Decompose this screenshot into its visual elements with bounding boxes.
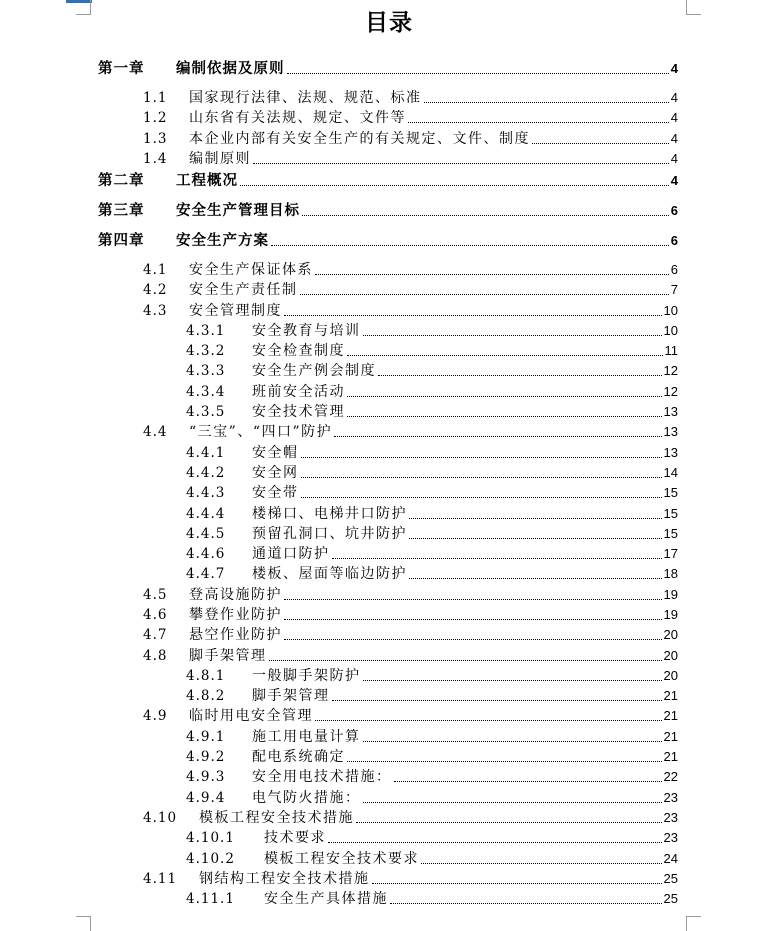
- toc-entry-page: 12: [663, 384, 678, 399]
- toc-entry-number: 4.7: [143, 627, 168, 643]
- toc-entry-page: 22: [663, 769, 678, 784]
- toc-dot-leader: [347, 416, 662, 417]
- toc-entry-number: 4.9: [143, 708, 168, 724]
- toc-dot-leader: [301, 457, 662, 458]
- toc-entry[interactable]: [186, 360, 678, 380]
- toc-dot-leader: [532, 143, 669, 144]
- toc-dot-leader: [347, 396, 662, 397]
- toc-title: 目录: [365, 10, 413, 36]
- toc-entry-title: 技术要求: [264, 830, 326, 846]
- toc-entry-title: 安全检查制度: [252, 343, 345, 359]
- toc-entry-title: 安全带: [252, 485, 299, 501]
- toc-entry[interactable]: [186, 462, 678, 482]
- toc-entry-page: 13: [663, 424, 678, 439]
- toc-entry[interactable]: [143, 128, 678, 148]
- toc-dot-leader: [347, 355, 663, 356]
- toc-dot-leader: [301, 497, 662, 498]
- toc-entry-title: 国家现行法律、法规、规范、标准: [189, 90, 422, 106]
- toc-entry-page: 18: [663, 566, 678, 581]
- toc-entry-number: 4.9.3: [186, 769, 226, 785]
- toc-entry-page: 19: [663, 607, 678, 622]
- toc-dot-leader: [240, 185, 669, 186]
- toc-entry[interactable]: [143, 279, 678, 299]
- toc-entry-number: 第四章: [98, 232, 145, 249]
- toc-entry[interactable]: [186, 685, 678, 705]
- toc-dot-leader: [334, 436, 661, 437]
- toc-entry[interactable]: [186, 848, 678, 868]
- toc-entry-page: 25: [663, 871, 678, 886]
- toc-entry-number: 4.10.2: [186, 851, 235, 867]
- toc-entry-title: 通道口防护: [252, 546, 330, 562]
- toc-dot-leader: [363, 802, 662, 803]
- toc-entry-page: 13: [663, 404, 678, 419]
- toc-entry[interactable]: [143, 259, 678, 279]
- toc-entry-number: 4.3.3: [186, 363, 226, 379]
- toc-dot-leader: [363, 680, 662, 681]
- toc-entry[interactable]: [98, 170, 678, 190]
- toc-dot-leader: [408, 122, 669, 123]
- toc-entry[interactable]: [186, 726, 678, 746]
- toc-entry-title: 安全网: [252, 465, 299, 481]
- toc-entry-title: 编制依据及原则: [176, 60, 285, 77]
- toc-dot-leader: [302, 215, 669, 216]
- toc-entry-title: 安全生产例会制度: [252, 363, 376, 379]
- toc-entry[interactable]: [186, 766, 678, 786]
- toc-entry-page: 4: [670, 173, 678, 188]
- toc-entry-page: 7: [670, 282, 678, 297]
- toc-dot-leader: [287, 73, 669, 74]
- toc-entry-title: 编制原则: [189, 151, 251, 167]
- toc-entry-title: 安全生产责任制: [189, 282, 298, 298]
- toc-entry-page: 6: [670, 233, 678, 248]
- toc-entry-page: 20: [663, 668, 678, 683]
- toc-entry-page: 17: [663, 546, 678, 561]
- toc-entry[interactable]: [143, 300, 678, 320]
- toc-entry-title: 脚手架管理: [252, 688, 330, 704]
- toc-entry-title: 安全用电技术措施：: [252, 769, 392, 785]
- toc-entry-page: 6: [670, 203, 678, 218]
- toc-entry[interactable]: [186, 787, 678, 807]
- toc-dot-leader: [390, 903, 662, 904]
- toc-entry[interactable]: [143, 584, 678, 604]
- toc-entry[interactable]: [186, 340, 678, 360]
- toc-dot-leader: [315, 720, 662, 721]
- toc-entry-page: 23: [663, 830, 678, 845]
- toc-entry-page: 4: [670, 110, 678, 125]
- toc-entry-title: 电气防火措施：: [252, 790, 361, 806]
- toc-dot-leader: [269, 660, 662, 661]
- toc-entry-title: 楼梯口、电梯井口防护: [252, 506, 407, 522]
- toc-entry-title: 模板工程安全技术要求: [264, 851, 419, 867]
- toc-entry[interactable]: [186, 482, 678, 502]
- toc-entry-title: 班前安全活动: [252, 384, 345, 400]
- toc-entry-number: 4.6: [143, 607, 168, 623]
- toc-entry-page: 25: [663, 891, 678, 906]
- toc-entry-page: 10: [663, 303, 678, 318]
- toc-entry-title: 施工用电量计算: [252, 729, 361, 745]
- toc-dot-leader: [372, 883, 662, 884]
- toc-entry-page: 4: [670, 61, 678, 76]
- toc-entry-page: 4: [670, 151, 678, 166]
- toc-entry-number: 4.11: [143, 871, 178, 887]
- toc-dot-leader: [315, 274, 669, 275]
- toc-entry-number: 4.8: [143, 648, 168, 664]
- toc-entry[interactable]: [143, 421, 678, 441]
- toc-dot-leader: [356, 822, 662, 823]
- toc-entry-number: 4.4.4: [186, 506, 226, 522]
- toc-entry[interactable]: [143, 87, 678, 107]
- toc-entry-title: 安全生产具体措施: [264, 891, 388, 907]
- toc-entry[interactable]: [143, 624, 678, 644]
- toc-entry[interactable]: [186, 442, 678, 462]
- toc-entry-number: 4.5: [143, 587, 168, 603]
- toc-entry-number: 4.3: [143, 303, 168, 319]
- toc-entry-page: 11: [664, 343, 678, 358]
- toc-entry-number: 4.8.2: [186, 688, 226, 704]
- toc-dot-leader: [409, 538, 662, 539]
- toc-entry[interactable]: [186, 543, 678, 563]
- toc-entry-page: 15: [663, 506, 678, 521]
- toc-entry-page: 15: [663, 485, 678, 500]
- toc-entry-title: 安全教育与培训: [252, 323, 361, 339]
- toc-entry-number: 4.9.2: [186, 749, 226, 765]
- toc-entry-page: 10: [663, 323, 678, 338]
- toc-dot-leader: [363, 335, 662, 336]
- toc-entry[interactable]: [143, 148, 678, 168]
- toc-entry[interactable]: [143, 807, 678, 827]
- toc-entry[interactable]: [186, 401, 678, 421]
- toc-dot-leader: [253, 163, 669, 164]
- toc-entry-number: 第二章: [98, 172, 145, 189]
- toc-dot-leader: [284, 619, 662, 620]
- toc-entry-title: 安全管理制度: [189, 303, 282, 319]
- toc-entry-number: 第一章: [98, 60, 145, 77]
- toc-entry[interactable]: [186, 888, 678, 908]
- toc-entry[interactable]: [186, 381, 678, 401]
- toc-entry-page: 24: [663, 851, 678, 866]
- toc-entry[interactable]: [98, 58, 678, 78]
- toc-dot-leader: [328, 842, 662, 843]
- toc-dot-leader: [332, 700, 662, 701]
- toc-dot-leader: [394, 781, 662, 782]
- toc-entry[interactable]: [186, 503, 678, 523]
- toc-entry-page: 4: [670, 90, 678, 105]
- toc-entry-title: 工程概况: [176, 172, 238, 189]
- toc-entry-number: 4.4.6: [186, 546, 226, 562]
- toc-entry-title: 安全生产保证体系: [189, 262, 313, 278]
- toc-entry-page: 19: [663, 587, 678, 602]
- toc-entry-title: 悬空作业防护: [189, 627, 282, 643]
- toc-entry-title: 模板工程安全技术措施: [199, 810, 354, 826]
- toc-entry[interactable]: [98, 230, 678, 250]
- toc-entry-page: 4: [670, 131, 678, 146]
- page-corner-mark: [76, 916, 91, 931]
- toc-entry-title: 本企业内部有关安全生产的有关规定、文件、制度: [189, 131, 530, 147]
- toc-entry[interactable]: [186, 746, 678, 766]
- toc-entry-number: 4.3.2: [186, 343, 226, 359]
- toc-entry-title: 钢结构工程安全技术措施: [199, 871, 370, 887]
- toc-dot-leader: [300, 294, 669, 295]
- toc-entry[interactable]: [143, 107, 678, 127]
- toc-entry-title: 一般脚手架防护: [252, 668, 361, 684]
- toc-entry-number: 1.3: [143, 131, 168, 147]
- toc-entry-number: 4.4.7: [186, 566, 226, 582]
- toc-entry-number: 4.3.1: [186, 323, 226, 339]
- toc-dot-leader: [332, 558, 662, 559]
- toc-entry-title: 安全技术管理: [252, 404, 345, 420]
- toc-entry-title: 安全帽: [252, 445, 299, 461]
- toc-entry-number: 1.4: [143, 151, 168, 167]
- toc-entry-title: 楼板、屋面等临边防护: [252, 566, 407, 582]
- toc-dot-leader: [424, 102, 669, 103]
- toc-entry-number: 4.9.4: [186, 790, 226, 806]
- toc-entry[interactable]: [143, 604, 678, 624]
- toc-entry[interactable]: [186, 665, 678, 685]
- toc-entry-title: 安全生产管理目标: [176, 202, 300, 219]
- toc-entry-number: 4.3.5: [186, 404, 226, 420]
- toc-entry-number: 第三章: [98, 202, 145, 219]
- toc-entry-page: 14: [663, 465, 678, 480]
- toc-entry-title: 预留孔洞口、坑井防护: [252, 526, 407, 542]
- toc-entry-number: 1.1: [143, 90, 168, 106]
- toc-dot-leader: [363, 741, 662, 742]
- toc-entry-number: 4.4.2: [186, 465, 226, 481]
- toc-entry[interactable]: [98, 200, 678, 220]
- toc-entry-page: 23: [663, 810, 678, 825]
- toc-entry-number: 4.4.5: [186, 526, 226, 542]
- toc-entry[interactable]: [186, 563, 678, 583]
- toc-entry-page: 6: [670, 262, 678, 277]
- toc-entry-number: 4.3.4: [186, 384, 226, 400]
- toc-entry[interactable]: [186, 523, 678, 543]
- toc-dot-leader: [301, 477, 662, 478]
- toc-dot-leader: [271, 245, 669, 246]
- toc-entry[interactable]: [186, 827, 678, 847]
- toc-entry-number: 4.4.1: [186, 445, 226, 461]
- toc-entry-page: 21: [663, 729, 678, 744]
- toc-entry-number: 1.2: [143, 110, 168, 126]
- toc-entry[interactable]: [143, 868, 678, 888]
- toc-entry-number: 4.10: [143, 810, 178, 826]
- toc-entry-number: 4.4.3: [186, 485, 226, 501]
- toc-dot-leader: [284, 599, 662, 600]
- toc-entry[interactable]: [143, 705, 678, 725]
- toc-entry-title: 配电系统确定: [252, 749, 345, 765]
- toc-dot-leader: [409, 578, 662, 579]
- toc-entry-page: 23: [663, 790, 678, 805]
- toc-dot-leader: [284, 315, 662, 316]
- toc-entry-number: 4.9.1: [186, 729, 226, 745]
- toc-entry-title: 临时用电安全管理: [189, 708, 313, 724]
- toc-entry-page: 21: [663, 749, 678, 764]
- toc-entry-page: 21: [663, 708, 678, 723]
- toc-entry-page: 13: [663, 445, 678, 460]
- toc-entry-title: 山东省有关法规、规定、文件等: [189, 110, 406, 126]
- toc-entry-title: 攀登作业防护: [189, 607, 282, 623]
- toc-dot-leader: [378, 375, 662, 376]
- toc-entry-number: 4.1: [143, 262, 168, 278]
- toc-entry-number: 4.4: [143, 424, 168, 440]
- toc-entry-page: 20: [663, 627, 678, 642]
- toc-dot-leader: [347, 761, 662, 762]
- toc-entry-title: 安全生产方案: [176, 232, 269, 249]
- toc-entry-title: 登高设施防护: [189, 587, 282, 603]
- toc-entry-number: 4.10.1: [186, 830, 235, 846]
- toc-entry-number: 4.2: [143, 282, 168, 298]
- toc-dot-leader: [421, 863, 662, 864]
- toc-entry-page: 21: [663, 688, 678, 703]
- toc-entry-page: 12: [663, 363, 678, 378]
- toc-entry[interactable]: [143, 645, 678, 665]
- toc-entry-page: 15: [663, 526, 678, 541]
- toc-dot-leader: [409, 518, 662, 519]
- toc-entry-number: 4.8.1: [186, 668, 226, 684]
- toc-entry-title: 脚手架管理: [189, 648, 267, 664]
- page-corner-mark: [686, 916, 701, 931]
- toc-dot-leader: [284, 639, 662, 640]
- toc-entry-page: 20: [663, 648, 678, 663]
- toc-entry[interactable]: [186, 320, 678, 340]
- toc-entry-title: “三宝”、“四口”防护: [189, 424, 333, 440]
- toc-entry-number: 4.11.1: [186, 891, 235, 907]
